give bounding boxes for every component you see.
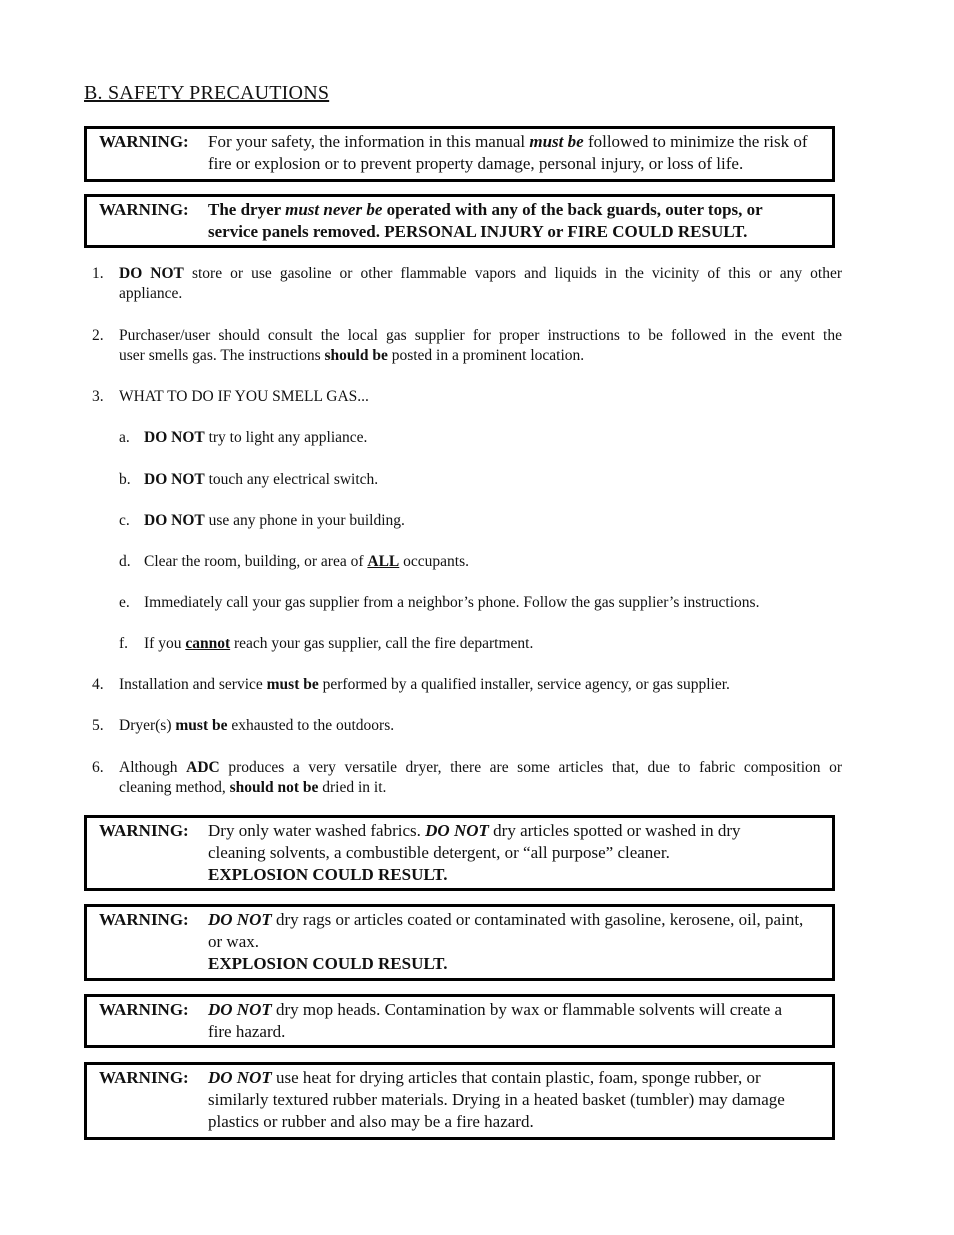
warning-text: DO NOT dry rags or articles coated or contaminated with gasoline, kerosene, oil, paint, or wax. EXPLOSION COULD RESULT. bbox=[208, 910, 804, 973]
warning-box-back-guards bbox=[84, 194, 835, 248]
warning-label: WARNING: bbox=[99, 910, 189, 929]
warning-label: WARNING: bbox=[99, 1068, 189, 1087]
warning-text: The dryer must never be operated with any of the back guards, outer tops, or service panels removed. PERSONAL INJURY or FIRE COULD RESULT. bbox=[208, 200, 763, 241]
warning-text: DO NOT dry mop heads. Contamination by wax or flammable solvents will create a fire hazard. bbox=[208, 1000, 783, 1041]
warning-box-plastic-rubber bbox=[84, 1062, 835, 1140]
warning-label: WARNING: bbox=[99, 821, 189, 840]
warning-text: DO NOT use heat for drying articles that contain plastic, foam, sponge rubber, or similarly textured rubber materials. Drying in a heated basket (tumbler) may damage plastics or rubber and also may be a fire hazard. bbox=[208, 1068, 785, 1131]
warning-box-mop-heads bbox=[84, 994, 835, 1048]
warning-text: Dry only water washed fabrics. DO NOT dry articles spotted or washed in dry cleaning solvents, a combustible detergent, or “all purpose” cleaner. EXPLOSION COULD RESULT. bbox=[208, 821, 741, 884]
warning-box-safety-manual bbox=[84, 126, 835, 182]
warning-label: WARNING: bbox=[99, 132, 189, 151]
warning-label: WARNING: bbox=[99, 1000, 189, 1019]
warning-label: WARNING: bbox=[99, 200, 189, 219]
warning-box-dry-cleaning bbox=[84, 815, 835, 891]
warning-text: For your safety, the information in this manual must be followed to minimize the risk of fire or explosion or to prevent property damage, personal injury, or loss of life. bbox=[208, 132, 808, 173]
warning-box-rags bbox=[84, 904, 835, 981]
section-title: B. SAFETY PRECAUTIONS bbox=[84, 82, 330, 104]
